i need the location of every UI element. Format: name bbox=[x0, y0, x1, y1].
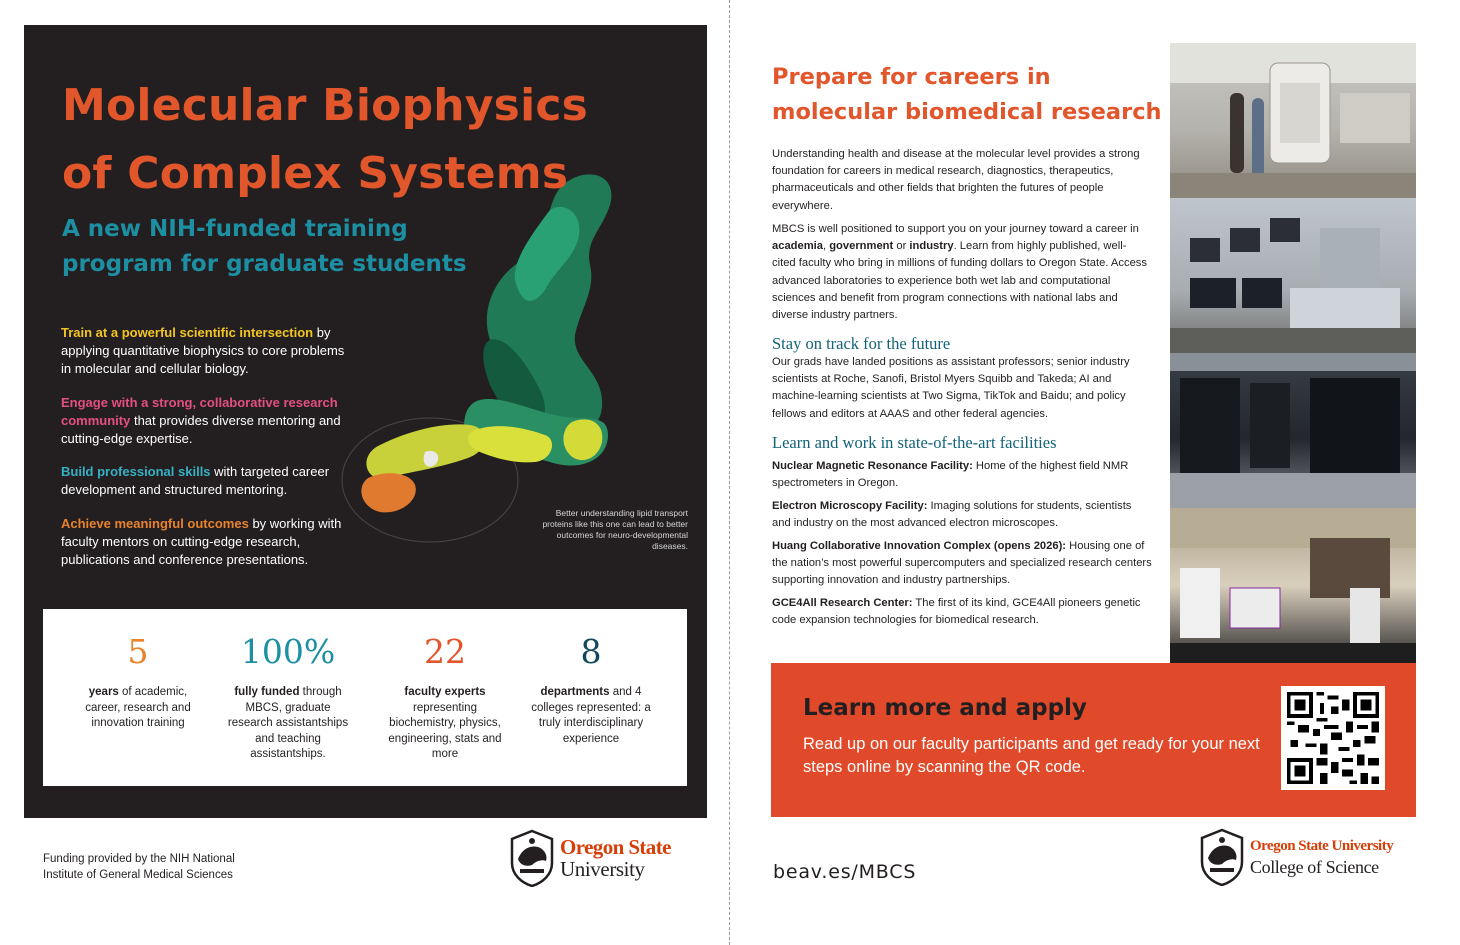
stat-description bbox=[527, 685, 655, 747]
logo-line2: College of Science bbox=[1250, 857, 1379, 877]
facility-name: Nuclear Magnetic Resonance Facility: bbox=[772, 460, 973, 472]
subtitle: A new NIH-funded training program for graduate students bbox=[62, 216, 467, 277]
stat-number: 5 bbox=[127, 632, 149, 671]
stat-description bbox=[73, 685, 203, 732]
facility-name: Huang Collaborative Innovation Complex (opens 2026): bbox=[772, 540, 1067, 552]
facility-name: Electron Microscopy Facility: bbox=[772, 500, 928, 512]
logo-line1: Oregon State bbox=[560, 835, 671, 859]
point-text: with targeted career development and structured mentoring. bbox=[61, 464, 330, 497]
point-text: by working with faculty mentors on cutting-edge research, publications and conference presentations. bbox=[61, 516, 342, 567]
stat-text: and 4 colleges represented: a truly interdisciplinary experience bbox=[531, 686, 651, 745]
cta-box bbox=[771, 663, 1416, 817]
point-highlight: Build professional skills bbox=[61, 464, 211, 479]
stat-years bbox=[73, 627, 203, 732]
facility-text: Home of the highest field NMR spectrometers in Oregon. bbox=[772, 460, 1129, 490]
photo-strip bbox=[1170, 43, 1416, 663]
logo-line2: University bbox=[560, 857, 645, 881]
para-bold: academia bbox=[772, 240, 823, 253]
stat-text: of academic, career, research and innovation training bbox=[85, 686, 191, 729]
point-skills bbox=[61, 463, 346, 499]
stat-description bbox=[380, 685, 510, 763]
intro-paragraph: Understanding health and disease at the molecular level provides a strong foundation for careers in medical research, diagnostics, therapeutics, pharmaceuticals and other fields that brighten the futures of people everywhere. bbox=[772, 148, 1140, 212]
stat-departments bbox=[527, 627, 655, 747]
facility-text: The first of its kind, GCE4All pioneers genetic code expansion technologies for biomedical research. bbox=[772, 597, 1141, 627]
stat-text: representing biochemistry, physics, engineering, stats and more bbox=[388, 701, 502, 760]
point-community bbox=[61, 394, 346, 448]
osu-logo bbox=[508, 829, 671, 887]
facility-name: GCE4All Research Center: bbox=[772, 597, 913, 609]
cta-title: Learn more and apply bbox=[803, 695, 1087, 721]
facility-item bbox=[772, 595, 1152, 629]
cta-text: Read up on our faculty participants and get ready for your next steps online by scanning the QR code. bbox=[803, 735, 1260, 776]
page-divider bbox=[729, 0, 730, 945]
facility-text: Housing one of the nation’s most powerful supercomputers and specialized research centers supporting innovation and industry partnerships. bbox=[772, 540, 1152, 587]
point-text: by applying quantitative biophysics to core problems in molecular and cellular biology. bbox=[61, 325, 345, 376]
stats-box bbox=[43, 609, 687, 786]
supercomputer-photo bbox=[1170, 353, 1416, 508]
para-bold: government bbox=[829, 240, 894, 253]
logo-wordmark bbox=[560, 836, 671, 880]
facility-item bbox=[772, 458, 1152, 492]
qr-code[interactable] bbox=[1281, 686, 1385, 790]
stat-bold: faculty experts bbox=[404, 686, 486, 698]
point-highlight: Achieve meaningful outcomes bbox=[61, 516, 249, 531]
funding-note: Funding provided by the NIH National Institute of General Medical Sciences bbox=[43, 853, 235, 881]
point-highlight: Train at a powerful scientific intersection bbox=[61, 325, 314, 340]
stat-bold: departments bbox=[540, 686, 610, 698]
para-text: , bbox=[823, 240, 830, 253]
main-title: Molecular Biophysics of Complex Systems bbox=[62, 80, 589, 199]
qr-code-icon bbox=[1287, 692, 1379, 784]
stat-number: 22 bbox=[424, 632, 466, 671]
logo-wordmark bbox=[1250, 836, 1393, 878]
section-heading-future: Stay on track for the future bbox=[772, 334, 951, 353]
facility-text: Imaging solutions for students, scientists and industry on the most advanced electron microscopes. bbox=[772, 500, 1132, 530]
beaver-seal-icon bbox=[508, 829, 556, 887]
stat-text: through MBCS, graduate research assistantships and teaching assistantships. bbox=[227, 686, 349, 760]
logo-line1: Oregon State University bbox=[1250, 838, 1394, 854]
future-paragraph: Our grads have landed positions as assistant professors; senior industry scientists at Roche, Sanofi, Bristol Myers Squibb and Takeda; AI and machine-learning scientists at Two Sigma, TikTok and Baidu; and policy fellows and editors at AAAS and other federal agencies. bbox=[772, 356, 1130, 420]
facility-item bbox=[772, 538, 1152, 590]
para-text: MBCS is well positioned to support you on your journey toward a career in bbox=[772, 223, 1139, 235]
beaver-seal-icon bbox=[1198, 828, 1246, 886]
para-text: or bbox=[893, 240, 910, 253]
point-text: that provides diverse mentoring and cutting-edge expertise. bbox=[61, 413, 341, 446]
wet-lab-photo bbox=[1170, 508, 1416, 663]
point-intersection bbox=[61, 324, 346, 378]
point-highlight: Engage with a strong, collaborative research community bbox=[61, 395, 338, 428]
nmr-lab-photo bbox=[1170, 43, 1416, 198]
microscopy-lab-photo bbox=[1170, 198, 1416, 353]
para-text: . Learn from highly published, well-cited faculty who bring in millions of funding dollars to Oregon State. Access advanced laboratories to experience both wet lab and computational sciences and benefit from program connections with national labs and diverse industry partners. bbox=[772, 240, 1147, 322]
program-url[interactable]: beav.es/MBCS bbox=[773, 861, 917, 883]
support-paragraph bbox=[772, 221, 1147, 324]
stat-number: 8 bbox=[580, 632, 602, 671]
section-heading-facilities: Learn and work in state-of-the-art facilities bbox=[772, 433, 1057, 452]
image-caption: Better understanding lipid transport proteins like this one can lead to better outcomes for neuro-developmental diseases. bbox=[542, 508, 688, 551]
stat-funding bbox=[223, 627, 353, 763]
facility-item bbox=[772, 498, 1152, 532]
para-bold: industry bbox=[909, 240, 954, 253]
stat-faculty bbox=[380, 627, 510, 763]
stat-number: 100% bbox=[240, 632, 336, 671]
stat-description bbox=[223, 685, 353, 763]
point-outcomes bbox=[61, 515, 351, 569]
stat-bold: years bbox=[88, 686, 119, 698]
osu-college-logo bbox=[1198, 828, 1393, 886]
stat-bold: fully funded bbox=[234, 686, 300, 698]
right-title: Prepare for careers in molecular biomedical research bbox=[772, 64, 1162, 125]
